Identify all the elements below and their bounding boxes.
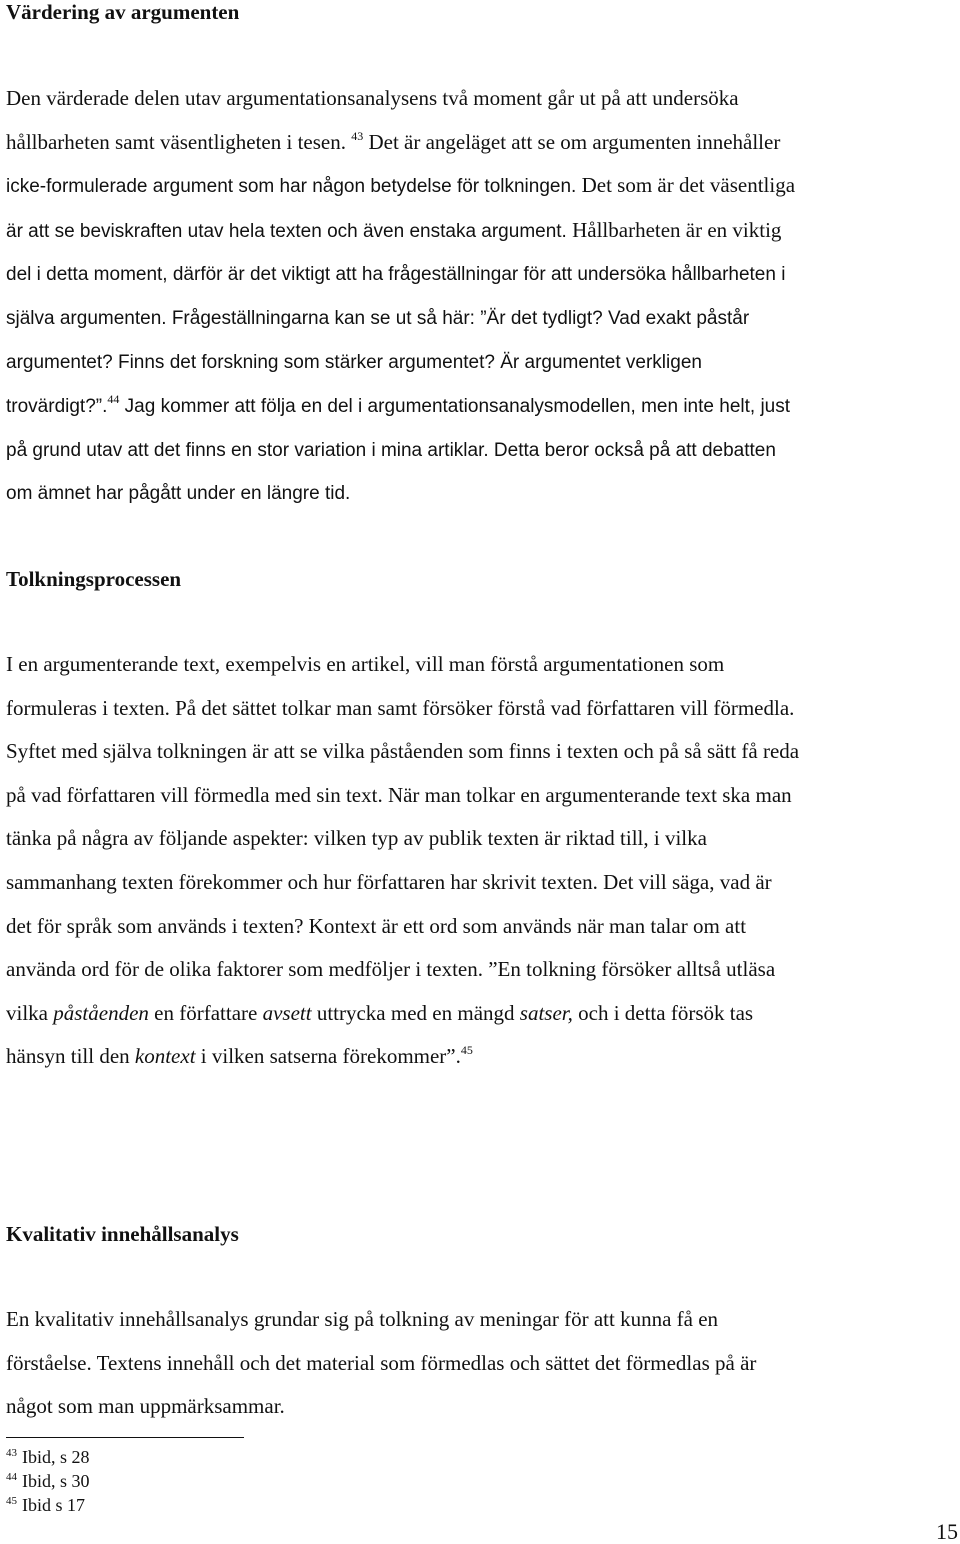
- text-line: något som man uppmärksammar.: [6, 1394, 285, 1419]
- footnote-45: [6, 1494, 85, 1516]
- text-line: Den värderade delen utav argumentationsanalysens två moment går ut på att undersöka: [6, 86, 739, 110]
- footnote-text: Ibid, s 28: [22, 1447, 90, 1467]
- footnote-ref-43: 43: [351, 128, 364, 143]
- text-segment: Hållbarheten är en viktig: [566, 217, 782, 242]
- text-line: på vad författaren vill förmedla med sin text. När man tolkar en argumenterande text ska man: [6, 782, 792, 807]
- text-segment: trovärdigt?”.: [6, 396, 108, 418]
- footnote-text: Ibid, s 30: [22, 1471, 90, 1491]
- text-segment: hållbarheten samt väsentligheten i tesen.: [6, 129, 352, 154]
- text-line: om ämnet har pågått under en längre tid.: [6, 483, 351, 505]
- text-segment: Jag kommer att följa en del i argumentationsanalysmodellen, men inte helt, just: [119, 396, 791, 418]
- section-heading-kvalitativ: Kvalitativ innehållsanalys: [6, 1222, 239, 1246]
- italic-term: avsett: [262, 1000, 312, 1025]
- text-segment: och i detta försök tas: [572, 1000, 754, 1025]
- text-segment: uttrycka med en mängd: [311, 1000, 520, 1025]
- text-segment: är att se beviskraften utav hela texten och även enstaka argument.: [6, 220, 567, 242]
- footnote-44: [6, 1470, 90, 1492]
- footnote-ref-45: 45: [460, 1043, 473, 1058]
- italic-term: satser,: [519, 1000, 573, 1025]
- page-number: 15: [936, 1519, 958, 1544]
- text-line: [6, 209, 960, 254]
- text-line: Syftet med själva tolkningen är att se vilka påståenden som finns i texten och på så sätt få reda: [6, 739, 800, 764]
- text-line: tänka på några av följande aspekter: vilken typ av publik texten är riktad till, i vilka: [6, 826, 707, 851]
- section-heading-vardering: Värdering av argumenten: [6, 0, 240, 24]
- footnote-divider: [6, 1437, 244, 1438]
- footnote-43: [6, 1446, 90, 1468]
- text-segment: hänsyn till den: [6, 1044, 135, 1069]
- text-line: [6, 164, 960, 209]
- italic-term: kontext: [134, 1044, 196, 1069]
- text-line: sammanhang texten förekommer och hur författaren har skrivit texten. Det vill säga, vad är: [6, 869, 772, 894]
- paragraph-kvalitativ: [6, 1298, 960, 1429]
- text-segment: vilka: [6, 1000, 54, 1025]
- text-line: [6, 121, 960, 165]
- text-line: använda ord för de olika faktorer som medföljer i texten. ”En tolkning försöker alltså utläsa: [6, 957, 776, 982]
- text-line: det för språk som används i texten? Kontext är ett ord som används när man talar om att: [6, 913, 747, 938]
- text-line: argumentet? Finns det forskning som stärker argumentet? Är argumentet verkligen: [6, 351, 702, 373]
- text-line: förståelse. Textens innehåll och det material som förmedlas och sättet det förmedlas på är: [6, 1350, 757, 1375]
- paragraph-vardering: [6, 77, 960, 516]
- text-segment: Det är angeläget att se om argumenten innehåller: [363, 129, 781, 154]
- footnote-number: 43: [6, 1447, 17, 1459]
- footnote-number: 45: [6, 1495, 17, 1507]
- text-segment: icke-formulerade argument som har någon betydelse för tolkningen.: [6, 176, 577, 198]
- text-line: [6, 1035, 960, 1079]
- footnote-ref-44: 44: [107, 392, 120, 407]
- text-segment: en författare: [148, 1000, 263, 1025]
- text-segment: Det som är det väsentliga: [576, 173, 796, 198]
- text-line: på grund utav att det finns en stor variation i mina artiklar. Detta beror också på att debatten: [6, 439, 776, 461]
- text-line: [6, 992, 960, 1036]
- text-segment: i vilken satserna förekommer”.: [195, 1044, 461, 1069]
- section-heading-tolkning: Tolkningsprocessen: [6, 567, 182, 591]
- italic-term: påståenden: [53, 1000, 149, 1025]
- text-line: I en argumenterande text, exempelvis en artikel, vill man förstå argumentationen som: [6, 652, 725, 676]
- paragraph-tolkning: [6, 643, 960, 1079]
- footnote-number: 44: [6, 1471, 17, 1483]
- text-line: [6, 384, 960, 429]
- text-line: del i detta moment, därför är det viktigt att ha frågeställningar för att undersöka hållbarheten i: [6, 264, 786, 286]
- text-line: själva argumenten. Frågeställningarna kan se ut så här: ”Är det tydligt? Vad exakt påstår: [6, 307, 750, 329]
- footnote-text: Ibid s 17: [22, 1495, 85, 1515]
- text-line: formuleras i texten. På det sättet tolkar man samt försöker förstå vad författaren vill förmedla.: [6, 695, 795, 720]
- text-line: En kvalitativ innehållsanalys grundar sig på tolkning av meningar för att kunna få en: [6, 1307, 719, 1331]
